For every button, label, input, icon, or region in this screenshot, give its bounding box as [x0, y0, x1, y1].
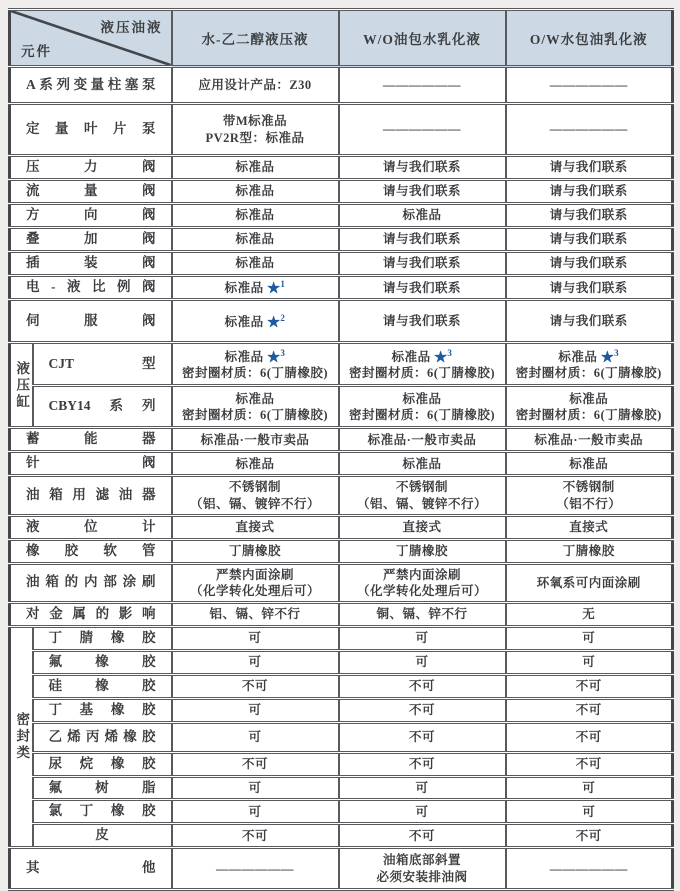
- corner-label-component: 元件: [21, 44, 52, 59]
- cell-value: 标准品: [172, 228, 339, 252]
- table-row: [10, 603, 673, 627]
- row-label: 叠加阀: [10, 228, 172, 252]
- star-note: ★$^1$: [267, 279, 286, 296]
- cell-value: 可: [172, 650, 339, 674]
- cell-value: 可: [172, 722, 339, 752]
- cell-value: 标准品 密封圈材质：6(丁腈橡胶): [172, 386, 339, 428]
- cell-value: 直接式: [172, 515, 339, 539]
- cell-value: 请与我们联系: [339, 180, 506, 204]
- cell-value: 请与我们联系: [339, 276, 506, 300]
- cell-value: 不可: [172, 674, 339, 698]
- table-row: [10, 476, 673, 516]
- table-row: [10, 752, 673, 776]
- row-label: 其他: [10, 848, 172, 890]
- cell-value: 不锈钢制 （铝、镉、镀锌不行）: [339, 476, 506, 516]
- cell-value: 不可: [339, 698, 506, 722]
- cell-value: 标准品: [172, 252, 339, 276]
- cell-value: 请与我们联系: [506, 180, 673, 204]
- table-row: [10, 300, 673, 343]
- cell-value: 标准品·一般市卖品: [506, 428, 673, 452]
- table-row: [10, 800, 673, 824]
- row-label: 对金属的影响: [10, 603, 172, 627]
- cell-value: 丁腈橡胶: [339, 539, 506, 563]
- table-row: [10, 674, 673, 698]
- cell-value: 标准品 ★$^3$ 密封圈材质：6(丁腈橡胶): [172, 343, 339, 386]
- row-label: 油箱用滤油器: [10, 476, 172, 516]
- cell-value: 标准品 密封圈材质：6(丁腈橡胶): [339, 386, 506, 428]
- row-label: CBY14系列: [33, 386, 172, 428]
- cell-value: 不可: [339, 722, 506, 752]
- header-row: [10, 10, 673, 67]
- row-label: 氟橡胶: [33, 650, 172, 674]
- row-label: 针阀: [10, 452, 172, 476]
- cell-value: 可: [172, 776, 339, 800]
- cell-value: 应用设计产品：Z30: [172, 67, 339, 104]
- cell-value: 严禁内面涂刷 （化学转化处理后可）: [172, 563, 339, 603]
- table-row: [10, 276, 673, 300]
- cell-value: 不可: [172, 752, 339, 776]
- cell-value: ——————: [506, 848, 673, 890]
- row-label: 流量阀: [10, 180, 172, 204]
- cell-value: 可: [339, 800, 506, 824]
- cell-value: 标准品: [172, 156, 339, 180]
- cell-value: 带M标准品 PV2R型：标准品: [172, 104, 339, 156]
- row-label: 乙烯丙烯橡胶: [33, 722, 172, 752]
- cell-value: 请与我们联系: [339, 228, 506, 252]
- cell-value: 铜、镉、锌不行: [339, 603, 506, 627]
- row-label: 油箱的内部涂刷: [10, 563, 172, 603]
- cell-value: 请与我们联系: [506, 204, 673, 228]
- cell-value: 请与我们联系: [339, 252, 506, 276]
- cell-value: 不可: [339, 752, 506, 776]
- table-row: [10, 343, 673, 386]
- cell-value: 不可: [506, 674, 673, 698]
- table-row: [10, 180, 673, 204]
- cell-value: 标准品 ★$^3$ 密封圈材质：6(丁腈橡胶): [339, 343, 506, 386]
- cell-value: 标准品: [506, 452, 673, 476]
- cell-value: 标准品 ★$^1$: [172, 276, 339, 300]
- cell-value: 标准品: [339, 452, 506, 476]
- table-row: [10, 627, 673, 651]
- cell-value: 不锈钢制 （铝、镉、镀锌不行）: [172, 476, 339, 516]
- row-label: 硅橡胶: [33, 674, 172, 698]
- row-label: 液位计: [10, 515, 172, 539]
- cell-value: 请与我们联系: [506, 228, 673, 252]
- cell-value: 不可: [339, 824, 506, 848]
- cell-value: 可: [506, 627, 673, 651]
- cell-value: 可: [172, 627, 339, 651]
- cell-value: 标准品 ★$^2$: [172, 300, 339, 343]
- cell-value: 标准品: [172, 452, 339, 476]
- table-row: [10, 515, 673, 539]
- cell-value: 不可: [506, 722, 673, 752]
- row-label: 尿烷橡胶: [33, 752, 172, 776]
- table-body: [10, 67, 673, 890]
- row-label: 插装阀: [10, 252, 172, 276]
- corner-cell: [10, 10, 172, 67]
- group-label: 密封类: [10, 627, 33, 848]
- table-row: [10, 539, 673, 563]
- table-row: [10, 650, 673, 674]
- cell-value: 严禁内面涂刷 （化学转化处理后可）: [339, 563, 506, 603]
- row-label: 电-液比例阀: [10, 276, 172, 300]
- star-note: ★$^3$: [267, 347, 286, 364]
- cell-value: 可: [506, 776, 673, 800]
- cell-value: 不锈钢制 （铝不行）: [506, 476, 673, 516]
- table-row: [10, 848, 673, 890]
- cell-value: 标准品: [172, 204, 339, 228]
- table-row: [10, 428, 673, 452]
- star-note: ★$^2$: [267, 312, 286, 329]
- table-row: [10, 204, 673, 228]
- cell-value: 不可: [506, 752, 673, 776]
- cell-value: 标准品 ★$^3$ 密封圈材质：6(丁腈橡胶): [506, 343, 673, 386]
- table-row: [10, 386, 673, 428]
- table-row: [10, 776, 673, 800]
- cell-value: 请与我们联系: [506, 156, 673, 180]
- column-header-water-glycol: 水-乙二醇液压液: [172, 10, 339, 67]
- row-label: 氟树脂: [33, 776, 172, 800]
- row-label: 丁腈橡胶: [33, 627, 172, 651]
- cell-value: 标准品·一般市卖品: [172, 428, 339, 452]
- cell-value: ——————: [339, 67, 506, 104]
- column-header-wo-emulsion: W/O油包水乳化液: [339, 10, 506, 67]
- table-row: [10, 156, 673, 180]
- row-label: A系列变量柱塞泵: [10, 67, 172, 104]
- cell-value: 可: [339, 776, 506, 800]
- cell-value: 可: [339, 627, 506, 651]
- cell-value: 无: [506, 603, 673, 627]
- cell-value: 可: [506, 650, 673, 674]
- cell-value: 请与我们联系: [339, 300, 506, 343]
- table-row: [10, 698, 673, 722]
- row-label: CJT型: [33, 343, 172, 386]
- row-label: 伺服阀: [10, 300, 172, 343]
- cell-value: 环氧系可内面涂刷: [506, 563, 673, 603]
- table-row: [10, 67, 673, 104]
- table-row: [10, 452, 673, 476]
- fluid-component-compatibility-table: [8, 8, 674, 891]
- cell-value: 请与我们联系: [339, 156, 506, 180]
- cell-value: ——————: [506, 104, 673, 156]
- cell-value: ——————: [506, 67, 673, 104]
- corner-label-fluid: 液压油液: [100, 20, 163, 35]
- cell-value: 标准品·一般市卖品: [339, 428, 506, 452]
- table-row: [10, 563, 673, 603]
- cell-value: 不可: [339, 674, 506, 698]
- group-label: 液压缸: [10, 343, 33, 428]
- cell-value: 直接式: [339, 515, 506, 539]
- cell-value: 丁腈橡胶: [506, 539, 673, 563]
- cell-value: ——————: [339, 104, 506, 156]
- row-label: 氯丁橡胶: [33, 800, 172, 824]
- row-label: 方向阀: [10, 204, 172, 228]
- cell-value: 直接式: [506, 515, 673, 539]
- row-label: 定量叶片泵: [10, 104, 172, 156]
- cell-value: 请与我们联系: [506, 252, 673, 276]
- compatibility-table-wrap: [8, 8, 672, 891]
- cell-value: 可: [172, 800, 339, 824]
- table-row: [10, 228, 673, 252]
- row-label: 橡胶软管: [10, 539, 172, 563]
- row-label: 丁基橡胶: [33, 698, 172, 722]
- cell-value: 可: [339, 650, 506, 674]
- cell-value: 标准品: [172, 180, 339, 204]
- cell-value: 可: [506, 800, 673, 824]
- column-header-ow-emulsion: O/W水包油乳化液: [506, 10, 673, 67]
- cell-value: 丁腈橡胶: [172, 539, 339, 563]
- cell-value: 标准品 密封圈材质：6(丁腈橡胶): [506, 386, 673, 428]
- table-row: [10, 104, 673, 156]
- star-note: ★$^3$: [601, 347, 620, 364]
- cell-value: 不可: [506, 698, 673, 722]
- cell-value: 不可: [172, 824, 339, 848]
- cell-value: 不可: [506, 824, 673, 848]
- table-row: [10, 252, 673, 276]
- cell-value: ——————: [172, 848, 339, 890]
- cell-value: 油箱底部斜置 必须安装排油阀: [339, 848, 506, 890]
- cell-value: 请与我们联系: [506, 276, 673, 300]
- cell-value: 请与我们联系: [506, 300, 673, 343]
- cell-value: 可: [172, 698, 339, 722]
- table-row: [10, 824, 673, 848]
- cell-value: 铝、镉、锌不行: [172, 603, 339, 627]
- star-note: ★$^3$: [434, 347, 453, 364]
- row-label: 蓄能器: [10, 428, 172, 452]
- table-row: [10, 722, 673, 752]
- cell-value: 标准品: [339, 204, 506, 228]
- row-label: 皮: [33, 824, 172, 848]
- row-label: 压力阀: [10, 156, 172, 180]
